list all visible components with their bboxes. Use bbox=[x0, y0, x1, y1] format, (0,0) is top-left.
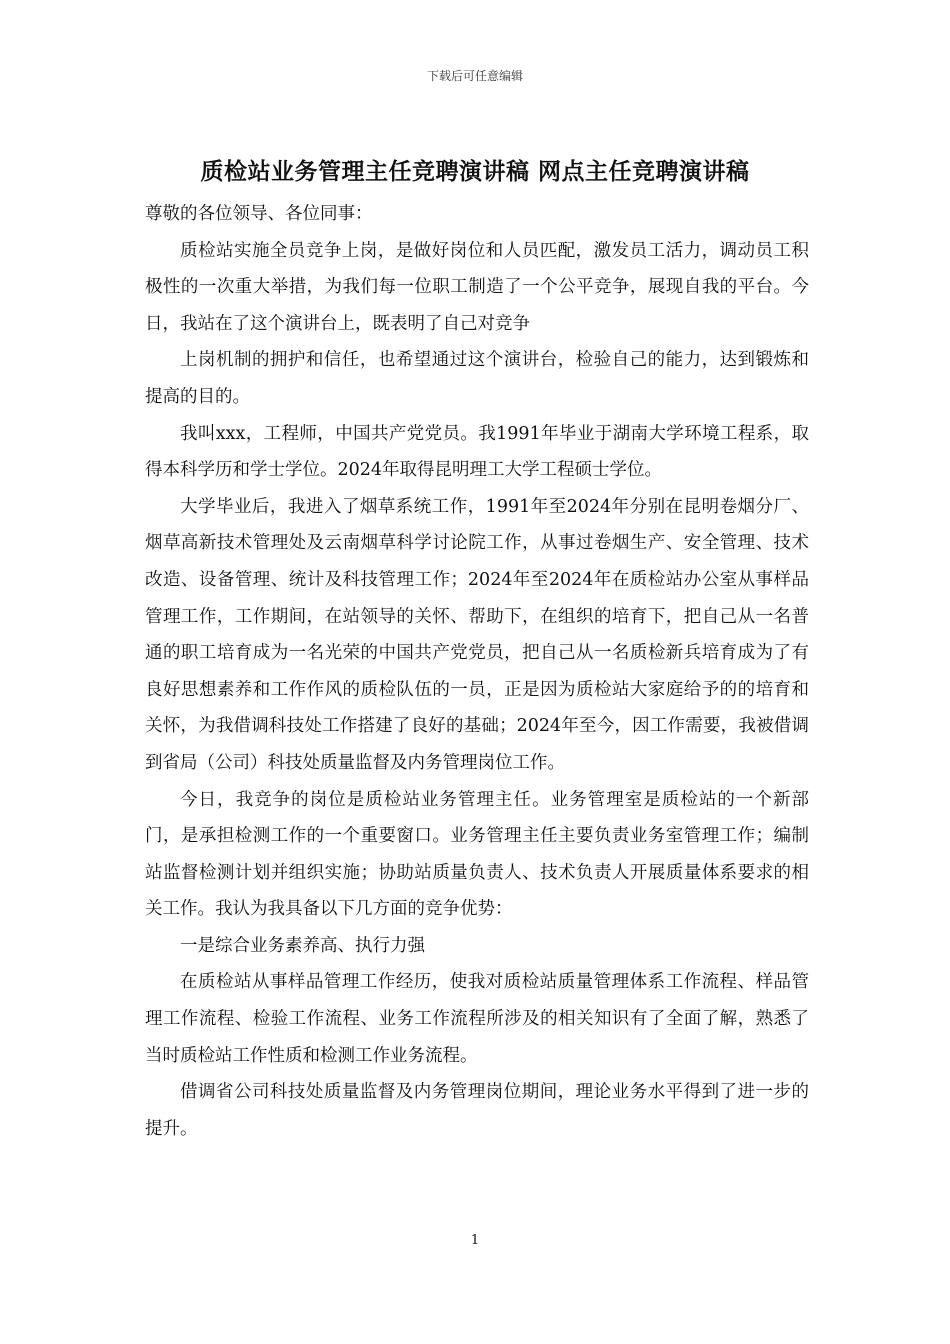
paragraph-advantage-heading: 一是综合业务素养高、执行力强 bbox=[180, 935, 425, 956]
paragraph-purpose: 上岗机制的拥护和信任，也希望通过这个演讲台，检验自己的能力，达到锻炼和提高的目的。 bbox=[145, 350, 809, 407]
salutation-paragraph: 尊敬的各位领导、各位同事： bbox=[145, 204, 373, 224]
page-number: 1 bbox=[470, 1233, 480, 1248]
paragraph-self-introduction: 我叫xxx，工程师，中国共产党党员。我1991年毕业于湖南大学环境工程系，取得本科学历和学士学位。2024年取得昆明理工大学工程硕士学位。 bbox=[145, 423, 809, 481]
paragraph-experience: 在质检站从事样品管理工作经历，使我对质检站质量管理体系工作流程、样品管理工作流程、检验工作流程、业务工作流程所涉及的相关知识有了全面了解，熟悉了当时质检站工作性质和检测工作业务流程。 bbox=[145, 972, 809, 1066]
paragraph-intro: 质检站实施全员竞争上岗，是做好岗位和人员匹配，激发员工活力，调动员工积极性的一次重大举措，为我们每一位职工制造了一个公平竞争，展现自我的平台。今日，我站在了这个演讲台上，既表明了自己对竞争 bbox=[145, 240, 809, 334]
header-note: 下载后可任意编辑 bbox=[426, 69, 523, 83]
document-body bbox=[145, 196, 809, 1147]
paragraph-work-history: 大学毕业后，我进入了烟草系统工作，1991年至2024年分别在昆明卷烟分厂、烟草高新技术管理处及云南烟草科学讨论院工作，从事过卷烟生产、安全管理、技术改造、设备管理、统计及科技管理工作；2024年至2024年在质检站办公室从事样品管理工作，工作期间，在站领导的关怀、帮助下，在组织的培育下，把自己从一名普通的职工培育成为一名光荣的中国共产党党员，把自己从一名质检新兵培育成为了有良好思想素养和工作作风的质检队伍的一员，正是因为质检站大家庭给予的的培育和关怀，为我借调科技处工作搭建了良好的基础；2024年至今，因工作需要，我被借调到省局（公司）科技处质量监督及内务管理岗位工作。 bbox=[145, 496, 809, 773]
paragraph-target-position: 今日，我竞争的岗位是质检站业务管理主任。业务管理室是质检站的一个新部门，是承担检测工作的一个重要窗口。业务管理主任主要负责业务室管理工作；编制站监督检测计划并组织实施；协助站质量负责人、技术负责人开展质量体系要求的相关工作。我认为我具备以下几方面的竞争优势： bbox=[145, 789, 809, 920]
paragraph-improvement: 借调省公司科技处质量监督及内务管理岗位期间，理论业务水平得到了进一步的提升。 bbox=[145, 1082, 809, 1139]
document-title: 质检站业务管理主任竞聘演讲稿 网点主任竞聘演讲稿 bbox=[200, 158, 750, 185]
